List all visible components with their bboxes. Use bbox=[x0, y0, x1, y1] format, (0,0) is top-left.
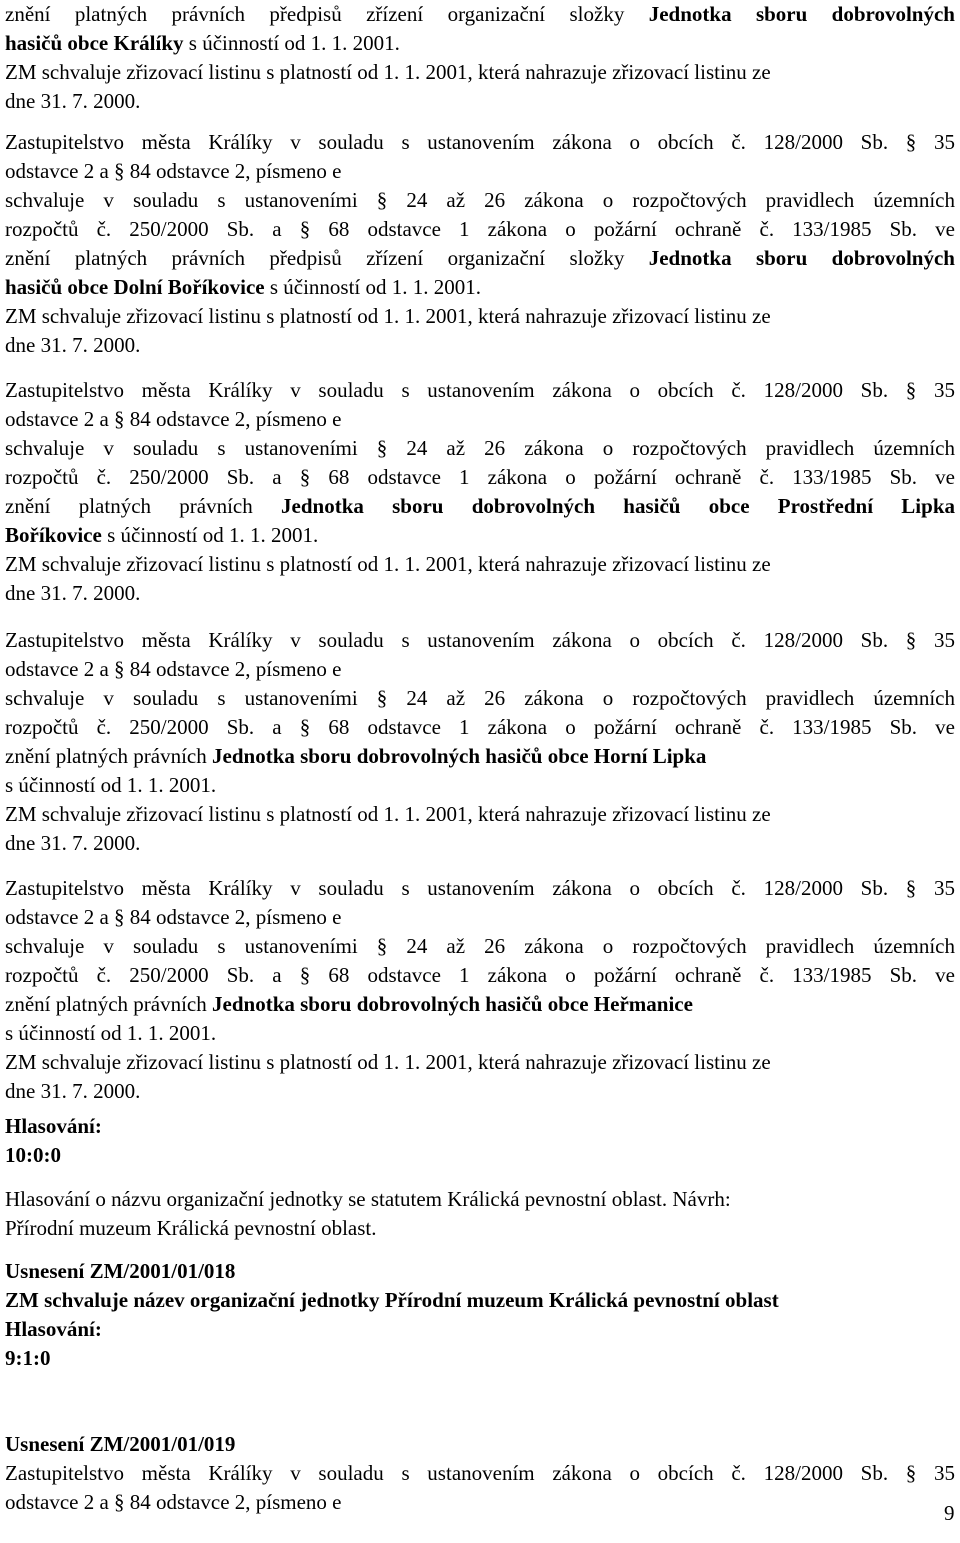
resolution-paragraph-1 bbox=[5, 128, 955, 357]
text-line: ZM schvaluje zřizovací listinu s platností od 1. 1. 2001, která nahrazuje zřizovací listinu ze bbox=[5, 304, 771, 328]
text-line: rozpočtů č. 250/2000 Sb. a § 68 odstavce 1 zákona o požární ochraně č. 133/1985 Sb. ve bbox=[5, 715, 955, 739]
vote-label: Hlasování: bbox=[5, 1317, 102, 1341]
text-line: odstavce 2 a § 84 odstavce 2, písmeno e bbox=[5, 407, 342, 431]
text-line: odstavce 2 a § 84 odstavce 2, písmeno e bbox=[5, 159, 342, 183]
text-line: Zastupitelstvo města Králíky v souladu s ustanovením zákona o obcích č. 128/2000 Sb. § 35 bbox=[5, 130, 955, 154]
text-line: rozpočtů č. 250/2000 Sb. a § 68 odstavce 1 zákona o požární ochraně č. 133/1985 Sb. ve bbox=[5, 465, 955, 489]
text-line: znění platných právních Jednotka sboru dobrovolných hasičů obce Prostřední Lipka bbox=[5, 494, 955, 518]
resolution-paragraph-4 bbox=[5, 874, 955, 1103]
text-line: Hlasování o názvu organizační jednotky se statutem Králická pevnostní oblast. Návrh: bbox=[5, 1187, 731, 1211]
text-line: znění platných právních předpisů zřízení organizační složky Jednotka sboru dobrovolných bbox=[5, 246, 955, 270]
text-line: Boříkovice s účinností od 1. 1. 2001. bbox=[5, 523, 319, 547]
text-line: odstavce 2 a § 84 odstavce 2, písmeno e bbox=[5, 657, 342, 681]
text-line: s účinností od 1. 1. 2001. bbox=[5, 1021, 217, 1045]
text-line: znění platných právních Jednotka sboru dobrovolných hasičů obce Heřmanice bbox=[5, 992, 693, 1016]
resolution-title: Usnesení ZM/2001/01/019 bbox=[5, 1432, 236, 1456]
page-number: 9 bbox=[944, 1501, 955, 1525]
text-line: schvaluje v souladu s ustanoveními § 24 až 26 zákona o rozpočtových pravidlech územních bbox=[5, 934, 955, 958]
text-line: znění platných právních předpisů zřízení organizační složky Jednotka sboru dobrovolných bbox=[5, 2, 955, 26]
text-line: Zastupitelstvo města Králíky v souladu s ustanovením zákona o obcích č. 128/2000 Sb. § 35 bbox=[5, 876, 955, 900]
resolution-paragraph-2 bbox=[5, 376, 955, 605]
text-line: ZM schvaluje zřizovací listinu s platností od 1. 1. 2001, která nahrazuje zřizovací listinu ze bbox=[5, 1050, 771, 1074]
text-line: dne 31. 7. 2000. bbox=[5, 581, 141, 605]
text-line: znění platných právních Jednotka sboru dobrovolných hasičů obce Horní Lipka bbox=[5, 744, 707, 768]
text-line: hasičů obce Dolní Boříkovice s účinností od 1. 1. 2001. bbox=[5, 275, 482, 299]
text-line: Zastupitelstvo města Králíky v souladu s ustanovením zákona o obcích č. 128/2000 Sb. § 35 bbox=[5, 378, 955, 402]
text-line: schvaluje v souladu s ustanoveními § 24 až 26 zákona o rozpočtových pravidlech územních bbox=[5, 686, 955, 710]
resolution-title: Usnesení ZM/2001/01/018 bbox=[5, 1259, 236, 1283]
text-line: rozpočtů č. 250/2000 Sb. a § 68 odstavce 1 zákona o požární ochraně č. 133/1985 Sb. ve bbox=[5, 963, 955, 987]
text-line: schvaluje v souladu s ustanoveními § 24 až 26 zákona o rozpočtových pravidlech územních bbox=[5, 436, 955, 460]
text-line: s účinností od 1. 1. 2001. bbox=[5, 773, 217, 797]
text-line: dne 31. 7. 2000. bbox=[5, 1079, 141, 1103]
text-line: dne 31. 7. 2000. bbox=[5, 831, 141, 855]
text-line: ZM schvaluje zřizovací listinu s platností od 1. 1. 2001, která nahrazuje zřizovací listinu ze bbox=[5, 60, 771, 84]
vote-result: 9:1:0 bbox=[5, 1346, 51, 1370]
text-line: schvaluje v souladu s ustanoveními § 24 až 26 zákona o rozpočtových pravidlech územních bbox=[5, 188, 955, 212]
text-line: Přírodní muzeum Králická pevnostní oblast. bbox=[5, 1216, 377, 1240]
text-line: ZM schvaluje zřizovací listinu s platností od 1. 1. 2001, která nahrazuje zřizovací listinu ze bbox=[5, 552, 771, 576]
text-line: ZM schvaluje zřizovací listinu s platností od 1. 1. 2001, která nahrazuje zřizovací listinu ze bbox=[5, 802, 771, 826]
resolution-paragraph-3 bbox=[5, 626, 955, 855]
vote-label: Hlasování: bbox=[5, 1114, 102, 1138]
text-line: rozpočtů č. 250/2000 Sb. a § 68 odstavce 1 zákona o požární ochraně č. 133/1985 Sb. ve bbox=[5, 217, 955, 241]
text-line: dne 31. 7. 2000. bbox=[5, 89, 141, 113]
text-line: Zastupitelstvo města Králíky v souladu s ustanovením zákona o obcích č. 128/2000 Sb. § 35 bbox=[5, 628, 955, 652]
text-line: Zastupitelstvo města Králíky v souladu s ustanovením zákona o obcích č. 128/2000 Sb. § 35 bbox=[5, 1461, 955, 1485]
resolution-text: ZM schvaluje název organizační jednotky Přírodní muzeum Králická pevnostní oblast bbox=[5, 1288, 779, 1312]
vote-result: 10:0:0 bbox=[5, 1143, 61, 1167]
text-line: odstavce 2 a § 84 odstavce 2, písmeno e bbox=[5, 905, 342, 929]
text-line: hasičů obce Králíky s účinností od 1. 1. 2001. bbox=[5, 31, 400, 55]
text-line: dne 31. 7. 2000. bbox=[5, 333, 141, 357]
text-line: odstavce 2 a § 84 odstavce 2, písmeno e bbox=[5, 1490, 342, 1514]
